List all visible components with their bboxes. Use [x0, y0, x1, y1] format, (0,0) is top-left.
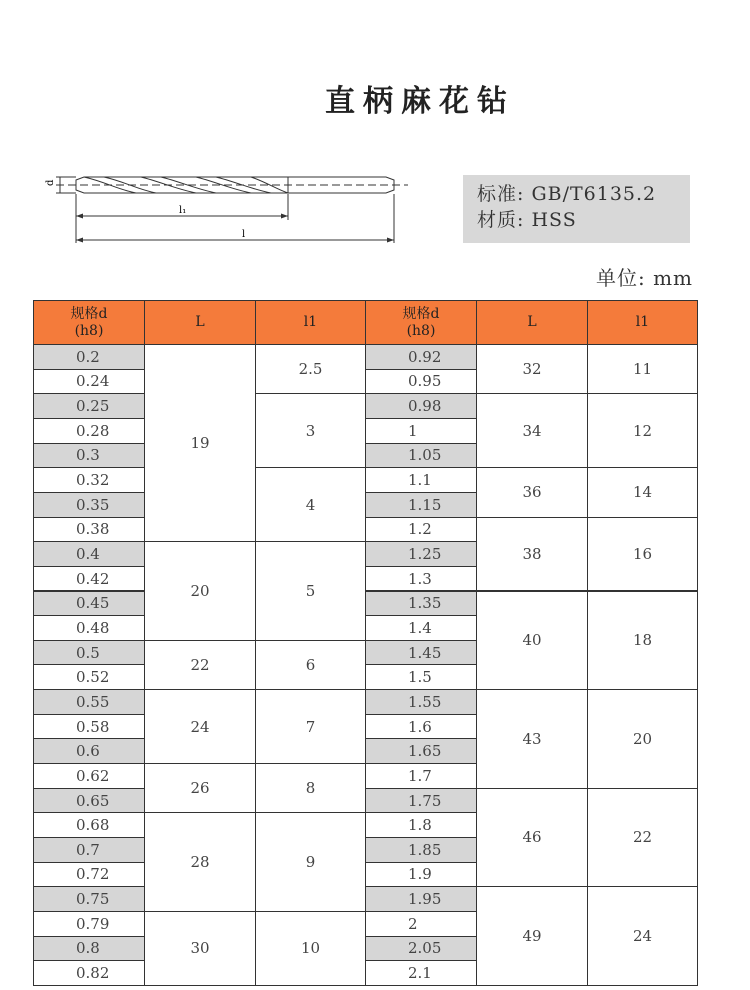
length-l1-cell: 18 [587, 591, 698, 691]
page-title: 直柄麻花钻 [325, 84, 515, 119]
spec-d-cell: 1.85 [365, 837, 477, 863]
header-spec-line1: 规格d [402, 305, 440, 322]
spec-d-cell: 1.25 [365, 541, 477, 567]
spec-d-cell: 2.1 [365, 960, 477, 986]
length-l1-cell: 2.5 [255, 344, 366, 394]
spec-d-cell: 0.92 [365, 344, 477, 370]
spec-d-cell: 1.5 [365, 664, 477, 690]
spec-d-cell: 1.65 [365, 738, 477, 764]
spec-d-cell: 0.95 [365, 369, 477, 395]
spec-d-cell: 0.75 [33, 886, 145, 912]
spec-d-cell: 0.24 [33, 369, 145, 395]
length-L-cell: 22 [144, 640, 256, 690]
spec-d-cell: 1.8 [365, 812, 477, 838]
length-L-cell: 19 [144, 344, 256, 542]
spec-d-cell: 0.58 [33, 714, 145, 740]
spec-d-cell: 0.82 [33, 960, 145, 986]
header-spec-line1: 规格d [70, 305, 108, 322]
length-l1-cell: 22 [587, 788, 698, 888]
spec-d-cell: 0.45 [33, 591, 145, 617]
drill-diagram [36, 158, 416, 250]
header-spec-line2: (h8) [74, 322, 104, 339]
spec-d-cell: 0.65 [33, 788, 145, 814]
length-L-cell: 38 [476, 517, 588, 592]
length-L-cell: 28 [144, 812, 256, 912]
spec-d-cell: 1.95 [365, 886, 477, 912]
spec-d-cell: 1 [365, 418, 477, 444]
length-l1-cell: 8 [255, 763, 366, 813]
standard-text: 标准: GB/T6135.2 [477, 183, 657, 205]
spec-d-cell: 0.52 [33, 664, 145, 690]
length-l1-cell: 9 [255, 812, 366, 912]
spec-d-cell: 0.79 [33, 911, 145, 937]
l1-dimension-label: l₁ [179, 205, 187, 216]
length-L-cell: 26 [144, 763, 256, 813]
d-dimension-label: d [45, 179, 56, 186]
spec-d-cell: 1.55 [365, 689, 477, 715]
length-l1-cell: 24 [587, 886, 698, 986]
length-l1-cell: 10 [255, 911, 366, 986]
length-l1-cell: 16 [587, 517, 698, 592]
spec-d-cell: 1.1 [365, 467, 477, 493]
spec-d-cell: 0.3 [33, 443, 145, 469]
length-L-cell: 43 [476, 689, 588, 789]
length-l1-cell: 4 [255, 467, 366, 542]
spec-d-cell: 0.72 [33, 862, 145, 888]
spec-d-cell: 1.05 [365, 443, 477, 469]
spec-d-cell: 1.3 [365, 566, 477, 592]
length-L-cell: 20 [144, 541, 256, 641]
spec-box [463, 175, 690, 243]
header-spec-line2: (h8) [406, 322, 436, 339]
length-l1-cell: 5 [255, 541, 366, 641]
header-L: L [144, 300, 256, 345]
spec-d-cell: 1.9 [365, 862, 477, 888]
header-L: L [476, 300, 588, 345]
spec-d-cell: 1.7 [365, 763, 477, 789]
spec-d-cell: 0.4 [33, 541, 145, 567]
spec-d-cell: 0.55 [33, 689, 145, 715]
spec-d-cell: 0.6 [33, 738, 145, 764]
spec-d-cell: 0.25 [33, 393, 145, 419]
spec-d-cell: 1.75 [365, 788, 477, 814]
length-l1-cell: 20 [587, 689, 698, 789]
unit-label: 单位: mm [595, 266, 693, 290]
length-l1-cell: 6 [255, 640, 366, 690]
header-spec-d [365, 300, 477, 345]
spec-d-cell: 0.8 [33, 936, 145, 962]
length-l1-cell: 12 [587, 393, 698, 468]
spec-d-cell: 0.42 [33, 566, 145, 592]
l-dimension-label: l [242, 229, 246, 240]
header-l1: l1 [255, 300, 366, 345]
spec-d-cell: 0.28 [33, 418, 145, 444]
header-spec-d [33, 300, 145, 345]
spec-d-cell: 1.15 [365, 492, 477, 518]
material-text: 材质: HSS [477, 209, 577, 231]
length-L-cell: 46 [476, 788, 588, 888]
spec-d-cell: 0.48 [33, 615, 145, 641]
spec-d-cell: 0.38 [33, 517, 145, 543]
spec-d-cell: 1.4 [365, 615, 477, 641]
length-L-cell: 36 [476, 467, 588, 517]
length-l1-cell: 3 [255, 393, 366, 468]
spec-d-cell: 1.35 [365, 591, 477, 617]
length-L-cell: 30 [144, 911, 256, 986]
length-L-cell: 32 [476, 344, 588, 394]
length-L-cell: 24 [144, 689, 256, 764]
spec-d-cell: 2.05 [365, 936, 477, 962]
spec-d-cell: 0.98 [365, 393, 477, 419]
spec-d-cell: 1.6 [365, 714, 477, 740]
spec-d-cell: 0.35 [33, 492, 145, 518]
length-l1-cell: 11 [587, 344, 698, 394]
header-l1: l1 [587, 300, 698, 345]
drill-size-table [33, 300, 697, 990]
spec-d-cell: 0.2 [33, 344, 145, 370]
length-l1-cell: 14 [587, 467, 698, 517]
length-L-cell: 34 [476, 393, 588, 468]
spec-d-cell: 0.32 [33, 467, 145, 493]
spec-d-cell: 1.2 [365, 517, 477, 543]
spec-d-cell: 0.7 [33, 837, 145, 863]
length-l1-cell: 7 [255, 689, 366, 764]
spec-d-cell: 1.45 [365, 640, 477, 666]
length-L-cell: 49 [476, 886, 588, 986]
spec-d-cell: 0.62 [33, 763, 145, 789]
spec-d-cell: 0.68 [33, 812, 145, 838]
length-L-cell: 40 [476, 591, 588, 691]
spec-d-cell: 0.5 [33, 640, 145, 666]
spec-d-cell: 2 [365, 911, 477, 937]
